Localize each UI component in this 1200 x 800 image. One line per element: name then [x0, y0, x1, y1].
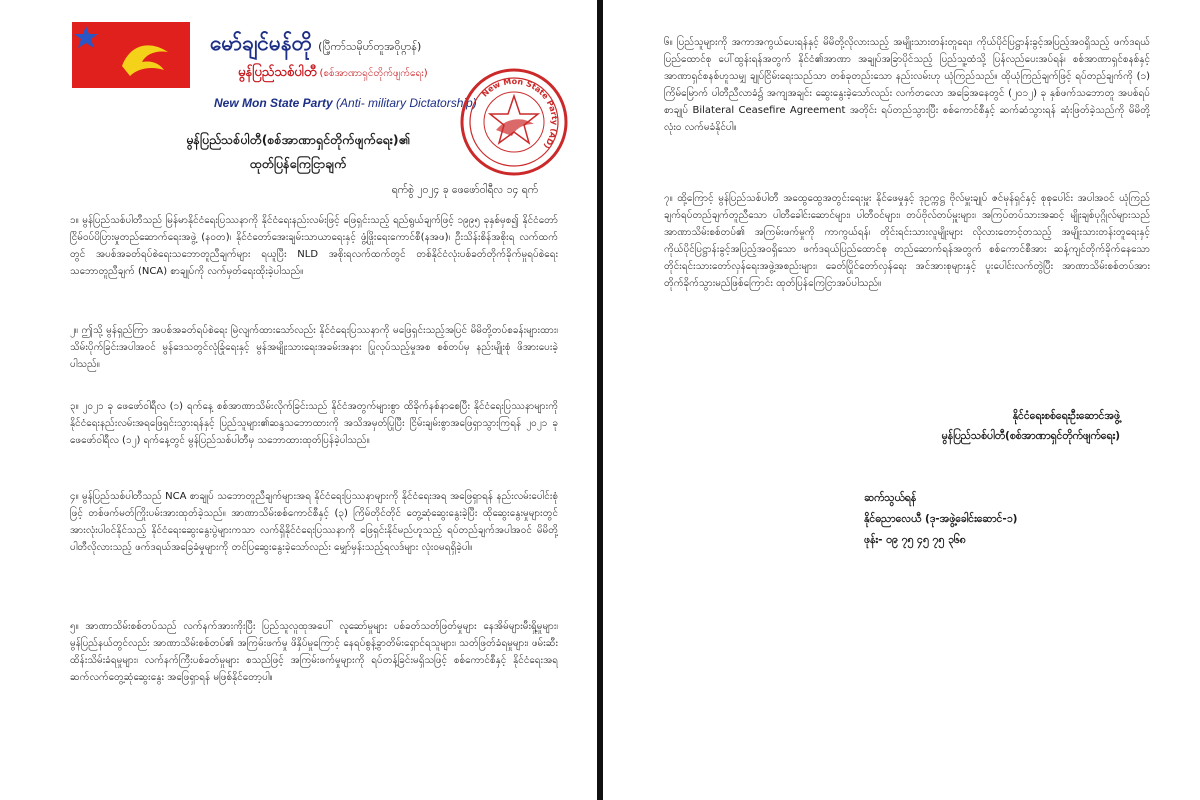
party-name-my-note: (စစ်အာဏာရှင်တိုက်ဖျက်ရေး)	[319, 68, 428, 79]
statement-title	[0, 128, 596, 176]
page-divider	[597, 0, 603, 800]
party-name-mon-note: (ပြီ့ကာ်သမိုဟ်တူအဝိုပ္ဂာန်)	[318, 40, 422, 53]
contact-person: နိုင်ဓညာလေယီ (ဒု-အဖွဲ့ခေါင်းဆောင်-၁)	[864, 513, 1018, 525]
party-name-en-note: (Anti- military Dictatorship)	[332, 96, 477, 110]
paragraph-3: ၃။ ၂၀၂၁ ခု ဖေဖော်ဝါရီလ (၁) ရက်နေ့ စစ်အာဏာသိမ်းလိုက်ခြင်းသည် နိုင်ငံအတွက်များစွာ ထိခိုက်နစ်နာစေပြီး နိုင်ငံရေးပြဿနာများကို နိုင်ငံရေးနည်းလမ်းအရဖြေရှင်းသွားရန်နှင့် ပြည်သူများ၏ဆန္ဒသဘောထားကို အသိအမှတ်ပြုပြီး ငြိမ်းချမ်းစွာအဖြေရှာသွားကြရန် ၂၀၂၁ ခု ဖေဖော်ဝါရီလ (၁၂) ရက်နေ့တွင် မွန်ပြည်သစ်ပါတီမှ သဘောထားထုတ်ပြန်ခဲ့ပါသည်။	[70, 401, 558, 446]
seal-text: New Mon State Party (AD)	[480, 76, 560, 151]
paragraph-4: ၄။ မွန်ပြည်သစ်ပါတီသည် NCA စာချုပ် သဘောတူညီချက်များအရ နိုင်ငံရေးပြဿနာများကို နိုင်ငံရေးအရ အဖြေရှာရန် နည်းလမ်းပေါင်းစုံဖြင့် တစ်ဖက်မတ်ကြိုးပမ်းအားထုတ်ခဲ့သည်။ အာဏာသိမ်းစစ်ကောင်စီနှင့် (၃) ကြိမ်တိုင်တိုင် တွေ့ဆုံဆွေးနွေးခဲ့ပြီး ထိုဆွေးနွေးမှုများတွင် အားလုံးပါဝင်နိုင်သည့် နိုင်ငံရေးဆွေးနွေးပွဲများကသာ လက်ရှိနိုင်ငံရေးပြဿနာကို ဖြေရှင်းနိုင်မည်ဟူသည့် ရပ်တည်ချက်အပါအဝင် မိမိတို့ပါတီလိုလားသည့် ဖက်ဒရယ်အခြေခံမှုများကို တင်ပြဆွေးနွေးခဲ့သော်လည်း မျှော်မှန်းသည့်ရလဒ်များ လုံးဝမရရှိခဲ့ပါ။	[70, 491, 558, 553]
left-page	[0, 0, 596, 800]
statement-title-line2: ထုတ်ပြန်ကြေငြာချက်	[249, 156, 347, 171]
party-name-mon: မော်ချင်မန်တို (ပြီ့ကာ်သမိုဟ်တူအဝိုပ္ဂာန်)	[210, 31, 422, 55]
party-flag-icon	[72, 22, 190, 88]
contact-heading: ဆက်သွယ်ရန်	[864, 492, 917, 504]
signature-line2: မွန်ပြည်သစ်ပါတီ(စစ်အာဏာရှင်တိုက်ဖျက်ရေး)	[941, 430, 1120, 442]
party-name-my: မွန်ပြည်သစ်ပါတီ (စစ်အာဏာရှင်တိုက်ဖျက်ရေး)	[238, 65, 428, 80]
contact-phone: ဖုန်း- ၀၉ ၇၅ ၄၅ ၇၅ ၃၆၈	[864, 534, 966, 546]
right-page	[604, 0, 1200, 800]
party-name-en: New Mon State Party (Anti- military Dictatorship)	[214, 96, 477, 110]
statement-title-line1: မွန်ပြည်သစ်ပါတီ(စစ်အာဏာရှင်တိုက်ဖျက်ရေး)၏	[186, 132, 410, 147]
paragraph-1: ၁။ မွန်ပြည်သစ်ပါတီသည် မြန်မာနိုင်ငံရေးပြဿနာကို နိုင်ငံရေးနည်းလမ်းဖြင့် ဖြေရှင်းသည့် ရည်ရွယ်ချက်ဖြင့် ၁၉၉၅ ခုနှစ်မှစ၍ နိုင်ငံတော်ငြိမ်ဝပ်ပိပြားမှုတည်ဆောက်ရေးအဖွဲ့ (နဝတ)၊ နိုင်ငံတော်အေးချမ်းသာယာရေးနှင့် ဖွံ့ဖြိုးရေးကောင်စီ(နအဖ)၊ ဦးသိန်းစိန်အစိုးရ လက်ထက်တွင် အပစ်အခတ်ရပ်စဲရေးသဘောတူညီချက်များ ရယူပြီး NLD အစိုးရလက်ထက်တွင် တစ်နိုင်ငံလုံးပစ်ခတ်တိုက်ခိုက်မှုရပ်စဲရေးသဘောတူညီချက် (NCA) စာချုပ်ကို လက်မှတ်ရေးထိုးခဲ့ပါသည်။	[70, 215, 558, 277]
paragraph-5: ၅။ အာဏာသိမ်းစစ်တပ်သည် လက်နက်အားကိုးပြီး ပြည်သူလူထုအပေါ် လူဆော်မှုများ ပစ်ခတ်သတ်ဖြတ်မှုများ နေအိမ်များမီးရှို့မှုများ၊ မွန်ပြည်နယ်တွင်လည်း အာဏာသိမ်းစစ်တပ်၏ အကြမ်းဖက်မှု ဖိနှိပ်မှုကြောင့် နေရပ်စွန့်ခွာတိမ်းရှောင်ရသူများ၊ သတ်ဖြတ်ခံရမှုများ၊ ဖမ်းဆီးထိန်းသိမ်းခံရမှုများ၊ လက်နက်ကြီးပစ်ခတ်မှုများ စသည်ဖြင့် အကြမ်းဖက်မှုများကို ရပ်တန့်ခြင်းမရှိသဖြင့် စစ်ကောင်စီနှင့် နိုင်ငံရေးအရ ဆက်လက်တွေ့ဆုံဆွေးနွေး အဖြေရှာရန် မဖြစ်နိုင်တော့ပါ။	[70, 621, 558, 683]
statement-date: ရက်စွဲ ၂၀၂၄ ခု ဖေဖော်ဝါရီလ ၁၄ ရက်	[391, 184, 538, 196]
signature-line1: နိုင်ငံရေးစစ်ရေးဦးဆောင်အဖွဲ့	[1012, 410, 1120, 422]
paragraph-2: ၂။ ဤသို့ မွန်ရှည်ကြာ အပစ်အခတ်ရပ်စဲရေး မြဲလျက်ထားသော်လည်း နိုင်ငံရေးပြဿနာကို မဖြေရှင်းသည့်အပြင် မိမိတို့တပ်စခန်းများထား၊ သိမ်းပိုက်ခြင်းအပါအဝင် မွန်ဒေသတွင်လုံခြုံရေးနှင့် မွန်အမျိုးသားရေးအခမ်းအနား ပြုလုပ်သည့်မှုအစ စစ်တပ်မှ နည်းမျိုးစုံ ဖိအားပေးခဲ့ပါသည်။	[70, 325, 558, 370]
contact-block	[864, 488, 1017, 551]
paragraph-6: ၆။ ပြည်သူများကို အကာအကွယ်ပေးရန်နှင့် မိမိတို့လိုလားသည့် အမျိုးသားတန်းတူရေး၊ ကိုယ်ပိုင်ပြဋ္ဌာန်းခွင့်အပြည့်အဝရှိသည့် ဖက်ဒရယ်ပြည်ထောင်စု ပေါ်ထွန်းရန်အတွက် နိုင်ငံ၏အာဏာ အချုပ်အခြာပိုင်သည့် ပြည်သူ့ထံသို့ ပြန်လည်ပေးအပ်ရန်၊ စစ်အာဏာရှင်စနစ်နှင့် အာဏာရှင်စနစ်ဟူသမျှ ချုပ်ငြိမ်းရေးသည်သာ တစ်ခုတည်းသော နည်းလမ်းဟု ယုံကြည်သည်။ ထိုယုံကြည်ချက်ဖြင့် ရပ်တည်ချက်ကို (၁) ကြိမ်မြောက် ပါတီညီလာခံ၌ အကျအချင်း ဆွေးနွေးခဲ့သော်လည်း လက်တလော အခြေအနေတွင် (၂၀၁၂) ခု နှစ်ဖက်သဘောတူ အပစ်ရပ်စာချုပ် Bilateral Ceasefire Agreement အတိုင်း ရပ်တည်သွားပြီး စစ်ကောင်စီနှင့် ဆက်ဆံသွားရန် ဆုံးဖြတ်ခဲ့သည်ကို မိမိတို့ လုံးဝ လက်မခံနိုင်ပါ။	[664, 37, 1150, 133]
signature-block	[942, 406, 1120, 446]
paragraph-7: ၇။ ထို့ကြောင့် မွန်ပြည်သစ်ပါတီ အထွေထွေအတွင်းရေးမှူး နိုင်ဖေမှုနှင့် ဒုဥက္ကဋ္ဌ ဗိုလ်မှူးချုပ် ဇင်မုန်ရှင်နှင့် စုစုပေါင်း အပါအဝင် ယုံကြည်ချက်ရပ်တည်ချက်တူညီသော ပါတီခေါင်းဆောင်များ၊ ပါတီဝင်များ၊ တပ်ဗိုလ်တပ်မှူးများ၊ အကြပ်တပ်သားအဆင့် မျိုးချစ်ပုဂ္ဂိုလ်များသည် အာဏာသိမ်းစစ်တပ်၏ အကြမ်းဖက်မှုကို ကာကွယ်ရန်၊ တိုင်းရင်းသားလူမျိုးများ လိုလားတောင့်တသည့် အမျိုးသားတန်းတူရေးနှင့် ကိုယ်ပိုင်ပြဋ္ဌာန်းခွင့်အပြည့်အဝရှိသော ဖက်ဒရယ်ပြည်ထောင်စု တည်ဆောက်ရန်အတွက် စစ်ကောင်စီအား ဆန့်ကျင်တိုက်ခိုက်နေသော တိုင်းရင်းသားတော်လှန်ရေးအဖွဲ့အစည်းများ၊ ခေတ်ပြိုင်တော်လှန်ရေး အင်အားစုများနှင့် ပူးပေါင်းလက်တွဲပြီး အာဏာသိမ်းစစ်တပ်အား တိုက်ခိုက်သွားမည်ဖြစ်ကြောင်း ထုတ်ပြန်ကြေငြာအပ်ပါသည်။	[664, 193, 1150, 289]
